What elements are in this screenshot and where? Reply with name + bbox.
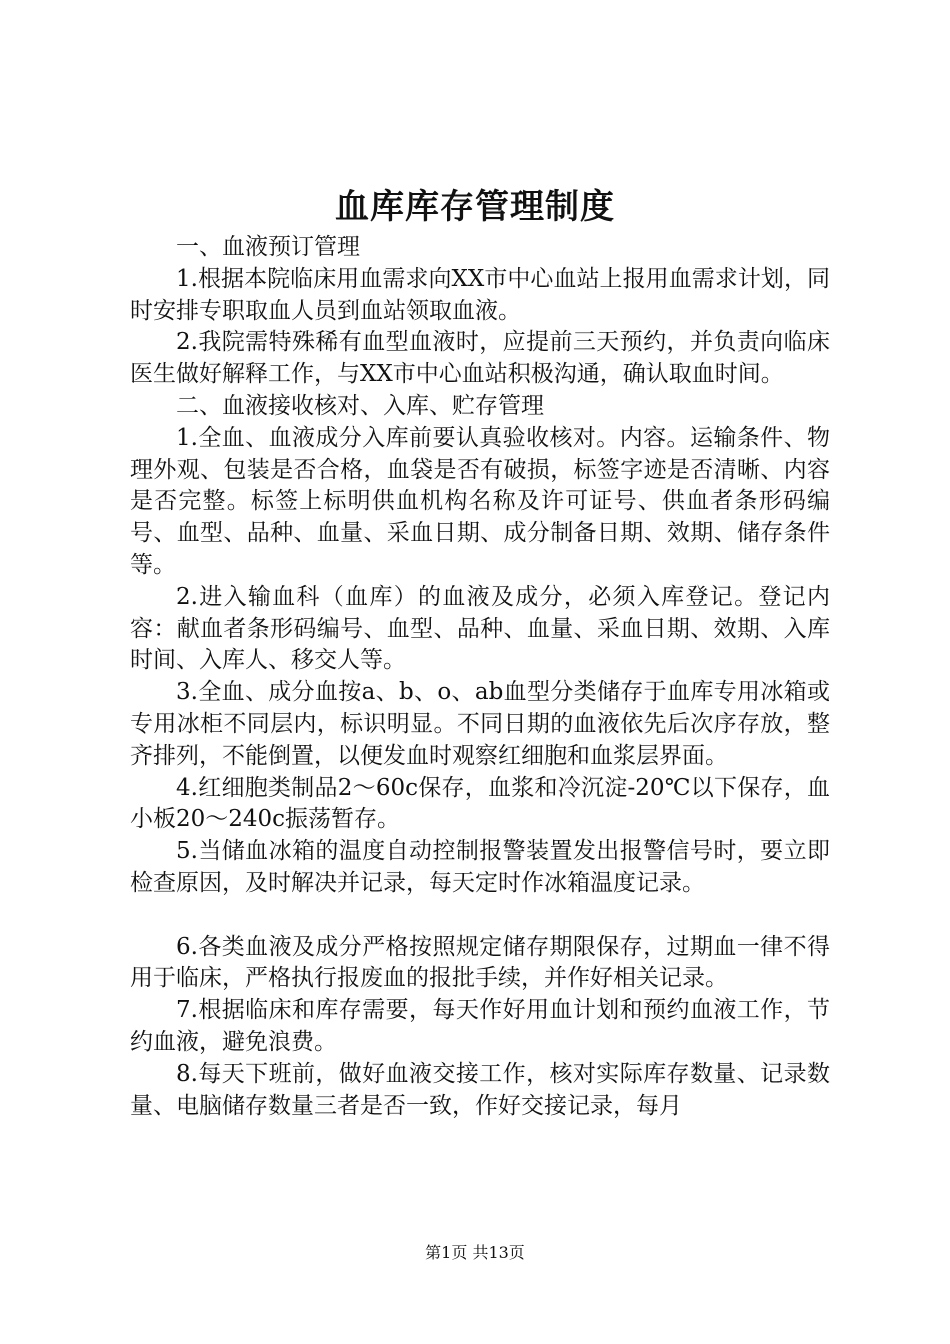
paragraph: 7.根据临床和库存需要，每天作好用血计划和预约血液工作，节约血液，避免浪费。: [130, 997, 830, 1055]
document-body: [130, 232, 830, 1122]
paragraph: 2.进入输血科（血库）的血液及成分，必须入库登记。登记内容：献血者条形码编号、血型、品种、血量、采血日期、效期、入库时间、入库人、移交人等。: [130, 583, 830, 674]
section-heading: 二、血液接收核对、入库、贮存管理: [176, 392, 544, 419]
section-heading: 一、血液预订管理: [176, 234, 360, 260]
paragraph: 8.每天下班前，做好血液交接工作，核对实际库存数量、记录数量、电脑储存数量三者是否一致，作好交接记录，每月: [130, 1060, 830, 1119]
paragraph: 2.我院需特殊稀有血型血液时，应提前三天预约，并负责向临床医生做好解释工作，与XX市中心血站积极沟通，确认取血时间。: [130, 329, 830, 388]
paragraph: 1.全血、血液成分入库前要认真验收核对。内容。运输条件、物理外观、包装是否合格，血袋是否有破损，标签字迹是否清晰、内容是否完整。标签上标明供血机构名称及许可证号、供血者条形码编号、血型、品种、血量、采血日期、成分制备日期、效期、储存条件等。: [130, 424, 830, 578]
paragraph: 6.各类血液及成分严格按照规定储存期限保存，过期血一律不得用于临床，严格执行报废血的报批手续，并作好相关记录。: [130, 933, 830, 992]
page-indicator: 第1页 共13页: [425, 1243, 525, 1262]
page-title: 血库库存管理制度: [335, 187, 615, 227]
paragraph: 3.全血、成分血按a、b、o、ab血型分类储存于血库专用冰箱或专用冰柜不同层内，标识明显。不同日期的血液依先后次序存放，整齐排列，不能倒置，以便发血时观察红细胞和血浆层界面。: [130, 679, 830, 769]
paragraph: 4.红细胞类制品2～60c保存，血浆和冷沉淀-20℃以下保存，血小板20～240c振荡暂存。: [130, 774, 830, 833]
paragraph: 5.当储血冰箱的温度自动控制报警装置发出报警信号时，要立即检查原因，及时解决并记录，每天定时作冰箱温度记录。: [130, 838, 830, 896]
paragraph: 1.根据本院临床用血需求向XX市中心血站上报用血需求计划，同时安排专职取血人员到血站领取血液。: [130, 265, 830, 324]
